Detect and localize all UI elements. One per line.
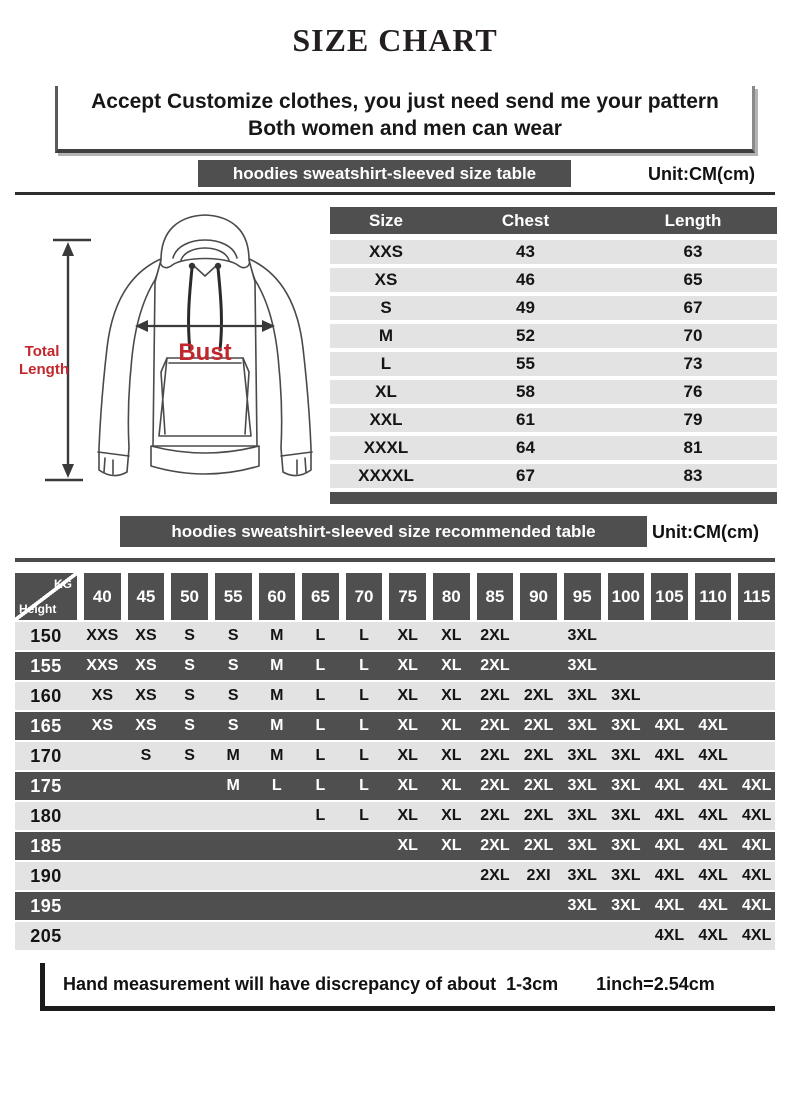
matrix-weight-header: 55 bbox=[215, 573, 252, 620]
matrix-size-cell: 2XL bbox=[523, 717, 554, 734]
divider-line-2 bbox=[15, 558, 775, 562]
matrix-size-cell: XS bbox=[135, 627, 157, 644]
matrix-size-cell: 2XL bbox=[480, 837, 510, 854]
matrix-size-cell: L bbox=[315, 717, 326, 734]
page-title: SIZE CHART bbox=[292, 22, 498, 58]
matrix-size-cell: L bbox=[359, 687, 369, 704]
size-table-row bbox=[330, 352, 777, 376]
size-table-cell: 52 bbox=[516, 326, 535, 345]
matrix-height-label: 165 bbox=[30, 715, 62, 736]
size-table-cell: 70 bbox=[683, 326, 703, 345]
footer-note-box bbox=[40, 963, 775, 1011]
size-table-row bbox=[330, 436, 777, 460]
size-table-row bbox=[330, 380, 777, 404]
matrix-size-cell: S bbox=[184, 717, 195, 734]
size-table-cell: 76 bbox=[683, 382, 703, 401]
matrix-size-cell: 3XL bbox=[611, 897, 641, 914]
matrix-height-label: 190 bbox=[30, 865, 62, 886]
matrix-size-cell: S bbox=[227, 627, 239, 644]
matrix-row bbox=[15, 712, 775, 740]
size-table-row bbox=[330, 240, 777, 264]
matrix-size-cell: S bbox=[140, 747, 152, 764]
matrix-size-cell: L bbox=[315, 777, 326, 794]
matrix-height-label: 155 bbox=[30, 655, 62, 676]
matrix-size-cell: XS bbox=[135, 687, 157, 704]
matrix-size-cell: M bbox=[270, 687, 284, 704]
hoodie-hem bbox=[151, 446, 259, 474]
size-table-cell: 58 bbox=[516, 382, 535, 401]
matrix-size-cell: 2XL bbox=[523, 687, 554, 704]
matrix-size-cell: XXS bbox=[86, 657, 119, 674]
size-table-cell: 83 bbox=[683, 466, 703, 485]
size-table-cell: 64 bbox=[516, 438, 535, 457]
matrix-size-cell: 3XL bbox=[567, 837, 597, 854]
matrix-size-cell: 4XL bbox=[742, 897, 772, 914]
measurement-note: Hand measurement will have discrepancy of about 1-3cm bbox=[63, 974, 559, 994]
matrix-height-label: 150 bbox=[30, 625, 62, 646]
matrix-size-cell: L bbox=[315, 687, 326, 704]
matrix-size-cell: 2XL bbox=[480, 747, 510, 764]
matrix-height-label: 160 bbox=[30, 685, 62, 706]
size-table-cell: 73 bbox=[683, 354, 703, 373]
matrix-size-cell: M bbox=[226, 747, 240, 764]
matrix-size-cell: 4XL bbox=[654, 807, 685, 824]
size-table-cell: 79 bbox=[683, 410, 703, 429]
size-table-cell: 67 bbox=[683, 298, 703, 317]
notice-line-2: Both women and men can wear bbox=[248, 117, 562, 140]
matrix-size-cell: XL bbox=[397, 837, 418, 854]
size-table-cell: 46 bbox=[516, 270, 535, 289]
matrix-size-cell: 4XL bbox=[742, 807, 772, 824]
size-table-row bbox=[330, 296, 777, 320]
matrix-body bbox=[15, 622, 775, 950]
recommended-size-matrix bbox=[15, 573, 775, 952]
matrix-header-row bbox=[15, 573, 775, 620]
matrix-size-cell: 4XL bbox=[698, 897, 728, 914]
matrix-size-cell: XL bbox=[397, 627, 418, 644]
matrix-weight-header: 50 bbox=[171, 573, 208, 620]
matrix-size-cell: 3XL bbox=[567, 747, 597, 764]
matrix-size-cell: 3XL bbox=[611, 747, 641, 764]
size-table-cell: XS bbox=[374, 270, 398, 289]
inch-conversion: 1inch=2.54cm bbox=[596, 974, 715, 994]
matrix-size-cell: XL bbox=[441, 687, 462, 704]
matrix-size-cell: XS bbox=[91, 687, 113, 704]
matrix-size-cell: XXS bbox=[86, 627, 119, 644]
matrix-size-cell: 4XL bbox=[698, 777, 728, 794]
matrix-size-cell: S bbox=[184, 657, 195, 674]
matrix-size-cell: M bbox=[226, 777, 240, 794]
size-table-cell: 49 bbox=[516, 298, 535, 317]
matrix-size-cell: 3XL bbox=[567, 807, 597, 824]
size-table-cell: XXS bbox=[368, 242, 404, 261]
matrix-size-cell: 2XL bbox=[480, 867, 510, 884]
matrix-size-cell: 2XL bbox=[523, 837, 554, 854]
matrix-size-cell: XL bbox=[397, 657, 418, 674]
matrix-size-cell: XS bbox=[135, 717, 157, 734]
matrix-size-cell: XS bbox=[91, 717, 113, 734]
notice-box bbox=[55, 86, 755, 153]
size-table-cell: 65 bbox=[683, 270, 703, 289]
matrix-corner-cell bbox=[15, 573, 77, 620]
matrix-size-cell: 2XL bbox=[523, 807, 554, 824]
matrix-size-cell: 4XL bbox=[742, 867, 772, 884]
section1-unit-label: Unit:CM(cm) bbox=[648, 164, 755, 184]
size-table-cell: L bbox=[380, 354, 392, 373]
matrix-size-cell: 3XL bbox=[567, 867, 597, 884]
matrix-row bbox=[15, 682, 775, 710]
matrix-height-label: 180 bbox=[30, 805, 62, 826]
matrix-size-cell: 2XL bbox=[480, 687, 510, 704]
matrix-height-label: 205 bbox=[30, 925, 62, 946]
matrix-size-cell: XL bbox=[397, 807, 418, 824]
matrix-size-cell: XL bbox=[397, 777, 418, 794]
corner-kg-label: KG bbox=[54, 577, 72, 591]
matrix-height-label: 175 bbox=[30, 775, 62, 796]
hoodie-pocket bbox=[159, 358, 251, 436]
matrix-row bbox=[15, 742, 775, 770]
matrix-size-cell: 4XL bbox=[698, 807, 728, 824]
matrix-size-cell: L bbox=[315, 747, 326, 764]
matrix-size-cell: XL bbox=[441, 627, 462, 644]
matrix-weight-header: 110 bbox=[695, 573, 732, 620]
size-table-cell: S bbox=[380, 298, 392, 317]
matrix-size-cell: 3XL bbox=[611, 777, 641, 794]
matrix-size-cell: 2XL bbox=[480, 777, 510, 794]
matrix-size-cell: 3XL bbox=[567, 897, 597, 914]
size-table-cell: 55 bbox=[516, 354, 535, 373]
matrix-size-cell: XS bbox=[135, 657, 157, 674]
matrix-size-cell: 2XL bbox=[480, 807, 510, 824]
matrix-size-cell: 3XL bbox=[567, 627, 597, 644]
matrix-size-cell: 3XL bbox=[611, 807, 641, 824]
size-table-row bbox=[330, 464, 777, 488]
matrix-size-cell: 2XL bbox=[480, 717, 510, 734]
section2-unit-label: Unit:CM(cm) bbox=[652, 522, 759, 542]
bust-label: Bust bbox=[178, 339, 232, 366]
matrix-row bbox=[15, 622, 775, 650]
matrix-weight-header: 75 bbox=[389, 573, 426, 620]
matrix-size-cell: XL bbox=[441, 657, 462, 674]
matrix-row bbox=[15, 652, 775, 680]
matrix-size-cell: M bbox=[270, 747, 284, 764]
matrix-size-cell: S bbox=[227, 657, 239, 674]
matrix-height-label: 185 bbox=[30, 835, 62, 856]
notice-line-1: Accept Customize clothes, you just need send me your pattern bbox=[91, 90, 719, 113]
matrix-size-cell: XL bbox=[441, 837, 462, 854]
matrix-size-cell: XL bbox=[441, 717, 462, 734]
matrix-size-cell: 3XL bbox=[611, 717, 641, 734]
matrix-size-cell: L bbox=[315, 657, 326, 674]
matrix-size-cell: 4XL bbox=[654, 837, 685, 854]
matrix-weight-header: 70 bbox=[346, 573, 383, 620]
matrix-height-label: 195 bbox=[30, 895, 62, 916]
matrix-size-cell: L bbox=[359, 627, 369, 644]
matrix-size-cell: S bbox=[227, 687, 239, 704]
matrix-size-cell: S bbox=[184, 747, 195, 764]
size-table-cell: XXXXL bbox=[358, 466, 414, 485]
size-table-cell: M bbox=[378, 326, 394, 345]
matrix-size-cell: 3XL bbox=[567, 777, 597, 794]
section1-title-bar: hoodies sweatshirt-sleeved size table bbox=[198, 160, 571, 187]
matrix-size-cell: XL bbox=[441, 747, 462, 764]
size-table-cell: 43 bbox=[516, 242, 535, 261]
matrix-size-cell: 4XL bbox=[742, 927, 772, 944]
matrix-size-cell: 4XL bbox=[698, 747, 728, 764]
matrix-row bbox=[15, 802, 775, 830]
matrix-weight-header: 85 bbox=[477, 573, 514, 620]
size-table-header-cell: Size bbox=[368, 210, 404, 230]
size-table-cell: XXL bbox=[369, 410, 403, 429]
size-table-row bbox=[330, 408, 777, 432]
matrix-size-cell: 4XL bbox=[654, 927, 685, 944]
matrix-size-cell: 4XL bbox=[698, 867, 728, 884]
matrix-size-cell: S bbox=[227, 717, 239, 734]
matrix-height-label: 170 bbox=[30, 745, 62, 766]
matrix-size-cell: L bbox=[359, 717, 369, 734]
matrix-size-cell: 2XL bbox=[523, 777, 554, 794]
matrix-size-cell: L bbox=[359, 657, 369, 674]
matrix-weight-header: 105 bbox=[651, 573, 688, 620]
matrix-size-cell: XL bbox=[441, 777, 462, 794]
matrix-size-cell: 3XL bbox=[567, 687, 597, 704]
matrix-size-cell: XL bbox=[441, 807, 462, 824]
matrix-weight-header: 115 bbox=[738, 573, 775, 620]
matrix-size-cell: 3XL bbox=[567, 717, 597, 734]
size-table-body bbox=[330, 240, 777, 488]
size-table-cell: 67 bbox=[516, 466, 535, 485]
size-table bbox=[330, 207, 777, 504]
matrix-size-cell: S bbox=[184, 687, 195, 704]
matrix-size-cell: 4XL bbox=[698, 837, 728, 854]
matrix-row bbox=[15, 772, 775, 800]
matrix-weight-header: 40 bbox=[84, 573, 121, 620]
matrix-size-cell: 4XL bbox=[654, 777, 685, 794]
matrix-row bbox=[15, 862, 775, 890]
matrix-size-cell: 4XL bbox=[698, 717, 728, 734]
matrix-size-cell: L bbox=[271, 777, 282, 794]
matrix-size-cell: 4XL bbox=[742, 837, 772, 854]
matrix-row bbox=[15, 922, 775, 950]
matrix-size-cell: L bbox=[315, 627, 326, 644]
matrix-size-cell: 2XL bbox=[523, 747, 554, 764]
matrix-size-cell: XL bbox=[397, 687, 418, 704]
size-table-header-cell: Length bbox=[664, 210, 722, 230]
total-length-label-line2: Length bbox=[19, 361, 69, 378]
size-table-cell: 81 bbox=[683, 438, 703, 457]
section2-title-bar: hoodies sweatshirt-sleeved size recommended table bbox=[120, 516, 647, 547]
matrix-size-cell: 3XL bbox=[567, 657, 597, 674]
matrix-size-cell: M bbox=[270, 657, 284, 674]
size-table-footer-strip bbox=[330, 492, 777, 504]
matrix-weight-header: 100 bbox=[608, 573, 645, 620]
matrix-size-cell: L bbox=[359, 807, 369, 824]
matrix-size-cell: 2XL bbox=[480, 627, 510, 644]
hoodie-diagram bbox=[15, 208, 330, 503]
matrix-size-cell: 3XL bbox=[611, 687, 641, 704]
size-table-cell: 63 bbox=[683, 242, 703, 261]
matrix-size-cell: 4XL bbox=[654, 867, 685, 884]
matrix-size-cell: M bbox=[270, 627, 284, 644]
matrix-size-cell: 3XL bbox=[611, 867, 641, 884]
divider-line-1 bbox=[15, 192, 775, 195]
matrix-size-cell: 4XL bbox=[654, 717, 685, 734]
total-length-arrow bbox=[45, 240, 91, 480]
size-table-header-cell: Chest bbox=[501, 210, 550, 230]
matrix-size-cell: 2XI bbox=[526, 867, 551, 884]
matrix-size-cell: 4XL bbox=[654, 897, 685, 914]
total-length-label-line1: Total bbox=[24, 343, 60, 360]
matrix-row bbox=[15, 832, 775, 860]
matrix-size-cell: XL bbox=[397, 747, 418, 764]
size-table-cell: XXXL bbox=[363, 438, 409, 457]
matrix-size-cell: L bbox=[359, 747, 369, 764]
matrix-size-cell: L bbox=[359, 777, 369, 794]
matrix-weight-header: 45 bbox=[128, 573, 165, 620]
matrix-weight-header: 65 bbox=[302, 573, 339, 620]
size-table-cell: 61 bbox=[516, 410, 535, 429]
matrix-size-cell: 2XL bbox=[480, 657, 510, 674]
matrix-size-cell: 4XL bbox=[698, 927, 728, 944]
matrix-size-cell: M bbox=[270, 717, 284, 734]
matrix-size-cell: 4XL bbox=[654, 747, 685, 764]
matrix-size-cell: 3XL bbox=[611, 837, 641, 854]
size-table-row bbox=[330, 324, 777, 348]
matrix-weight-header: 95 bbox=[564, 573, 601, 620]
size-table-header bbox=[330, 207, 777, 234]
matrix-row bbox=[15, 892, 775, 920]
corner-height-label: Height bbox=[19, 602, 57, 616]
matrix-weight-header: 80 bbox=[433, 573, 470, 620]
matrix-size-cell: S bbox=[184, 627, 195, 644]
matrix-weight-header: 90 bbox=[520, 573, 557, 620]
matrix-size-cell: XL bbox=[397, 717, 418, 734]
matrix-size-cell: L bbox=[315, 807, 326, 824]
size-table-cell: XL bbox=[375, 382, 397, 401]
size-table-row bbox=[330, 268, 777, 292]
matrix-weight-header: 60 bbox=[259, 573, 296, 620]
matrix-size-cell: 4XL bbox=[742, 777, 772, 794]
